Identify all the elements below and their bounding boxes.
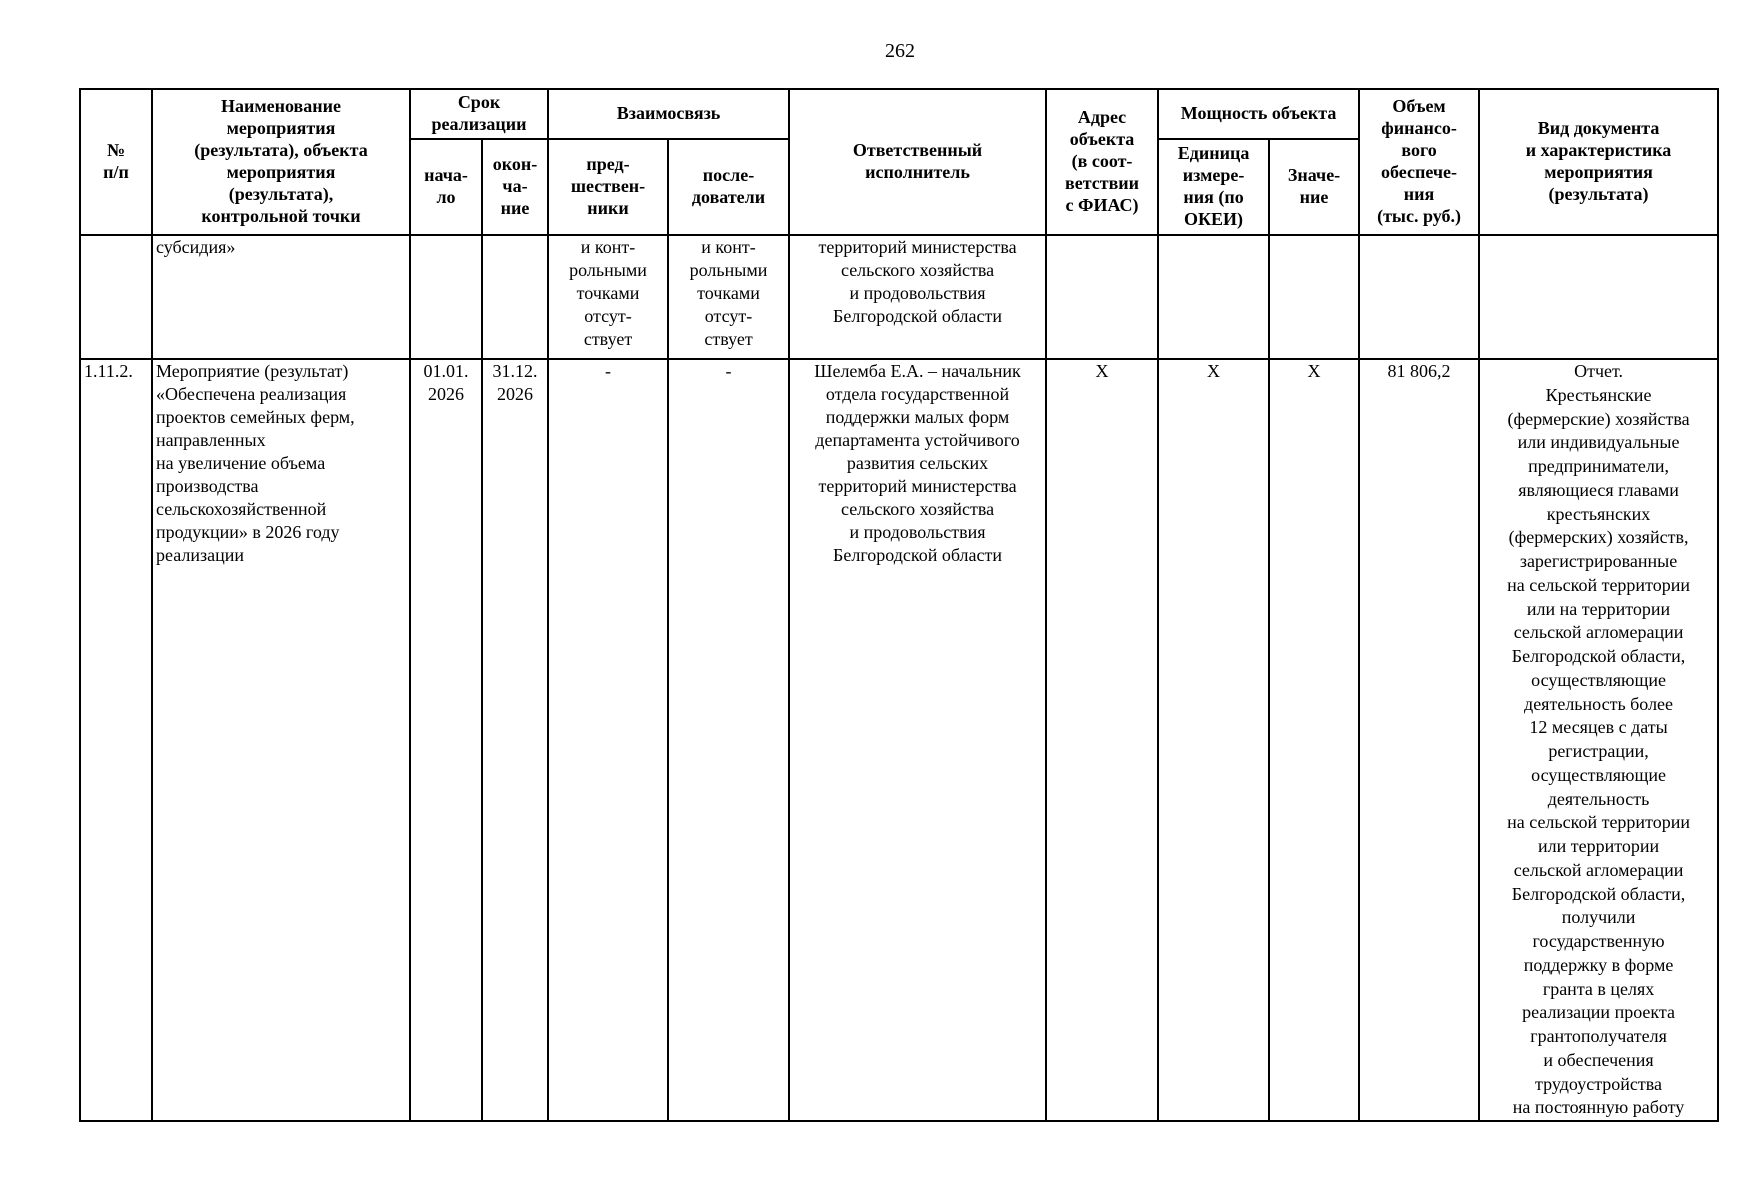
cell-address: Х: [1046, 359, 1158, 1121]
header-address: Адрес объекта (в соот- ветствии с ФИАС): [1046, 89, 1158, 235]
header-num: № п/п: [80, 89, 152, 235]
header-unit: Единица измере- ния (по ОКЕИ): [1158, 139, 1269, 235]
header-period-start: нача- ло: [410, 139, 482, 235]
cell-name: Мероприятие (результат) «Обеспечена реализация проектов семейных ферм, направленных на увеличение объема производства сельскохозяйственной продукции» в 2026 году реализации: [152, 359, 410, 1121]
header-value: Значе- ние: [1269, 139, 1359, 235]
page-number: 262: [885, 40, 915, 62]
cell-successors: и конт- рольными точками отсут- ствует: [668, 235, 789, 359]
cell-start: 01.01. 2026: [410, 359, 482, 1121]
cell-value: [1269, 235, 1359, 359]
cell-finance: [1359, 235, 1479, 359]
header-capacity: Мощность объекта: [1158, 89, 1359, 139]
cell-unit: [1158, 235, 1269, 359]
cell-unit: Х: [1158, 359, 1269, 1121]
cell-responsible: Шелемба Е.А. – начальник отдела государственной поддержки малых форм департамента устойчивого развития сельских территорий министерства сельского хозяйства и продовольствия Белгородской области: [789, 359, 1046, 1121]
cell-responsible: территорий министерства сельского хозяйства и продовольствия Белгородской области: [789, 235, 1046, 359]
cell-end: 31.12. 2026: [482, 359, 548, 1121]
table-row: [80, 359, 1718, 1121]
cell-num: 1.11.2.: [80, 359, 152, 1121]
cell-predecessors: -: [548, 359, 668, 1121]
header-name: Наименование мероприятия (результата), объекта мероприятия (результата), контрольной точки: [152, 89, 410, 235]
cell-end: [482, 235, 548, 359]
header-doc-type: Вид документа и характеристика мероприятия (результата): [1479, 89, 1718, 235]
header-period: Срок реализации: [410, 89, 548, 139]
header-relation: Взаимосвязь: [548, 89, 789, 139]
cell-doc-type: Отчет. Крестьянские (фермерские) хозяйства или индивидуальные предприниматели, являющиеся главами крестьянских (фермерских) хозяйств, зарегистрированные на сельской территории или на территории сельской агломерации Белгородской области, осуществляющие деятельность более 12 месяцев с даты регистрации, осуществляющие деятельность на сельской территории или территории сельской агломерации Белгородской области, получили государственную поддержку в форме гранта в целях реализации проекта грантополучателя и обеспечения трудоустройства на постоянную работу: [1479, 359, 1718, 1121]
cell-address: [1046, 235, 1158, 359]
header-finance: Объем финансо- вого обеспече- ния (тыс. руб.): [1359, 89, 1479, 235]
cell-num: [80, 235, 152, 359]
activities-table: [79, 88, 1719, 1122]
cell-doc-type: [1479, 235, 1718, 359]
cell-finance: 81 806,2: [1359, 359, 1479, 1121]
cell-predecessors: и конт- рольными точками отсут- ствует: [548, 235, 668, 359]
header-responsible: Ответственный исполнитель: [789, 89, 1046, 235]
header-predecessors: пред- шествен- ники: [548, 139, 668, 235]
header-period-end: окон- ча- ние: [482, 139, 548, 235]
header-successors: после- дователи: [668, 139, 789, 235]
table-row: [80, 235, 1718, 359]
cell-start: [410, 235, 482, 359]
cell-value: Х: [1269, 359, 1359, 1121]
cell-name: субсидия»: [152, 235, 410, 359]
cell-successors: -: [668, 359, 789, 1121]
